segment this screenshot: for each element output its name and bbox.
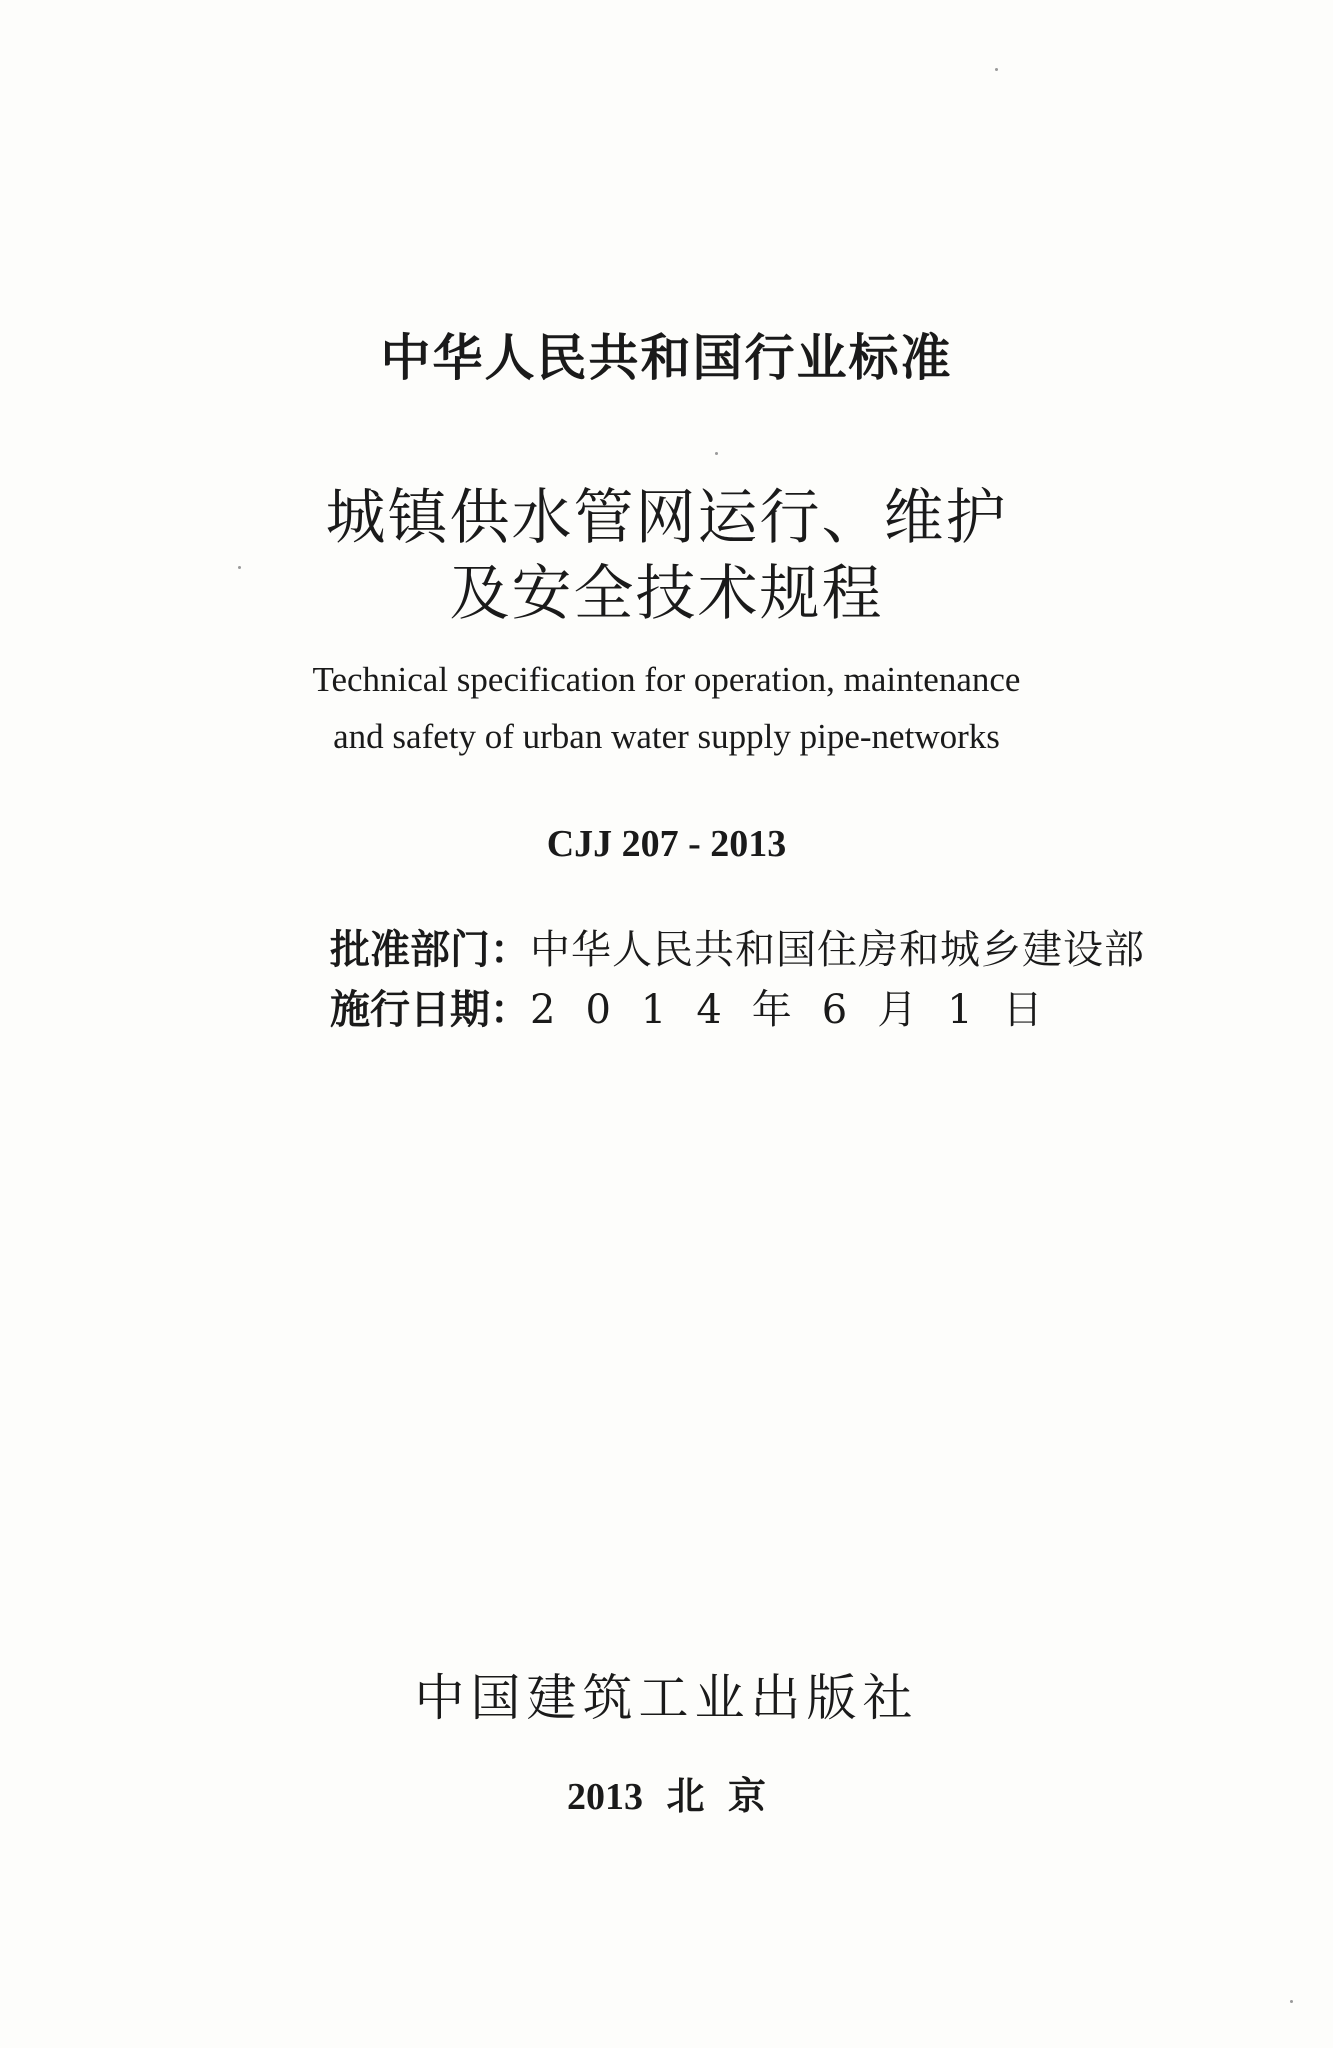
scan-speck	[1290, 2000, 1293, 2003]
title-line-2: 及安全技术规程	[449, 559, 884, 629]
approval-department-row	[330, 918, 1145, 975]
standard-code: CJJ 207 - 2013	[546, 823, 787, 865]
effective-date-row	[330, 978, 1130, 1035]
effective-date-value: 2014年6月1日	[530, 987, 1073, 1033]
scan-speck	[995, 68, 998, 71]
imprint-year-city: 2013 北 京	[566, 1776, 766, 1818]
title-line-1: 城镇供水管网运行、维护	[325, 483, 1008, 553]
standard-category: 中华人民共和国行业标准	[380, 328, 953, 387]
scan-speck	[238, 566, 241, 569]
effective-date-label: 施行日期：	[330, 986, 530, 1033]
english-title-line-1: Technical specification for operation, maintenance	[312, 660, 1021, 699]
english-title-line-2: and safety of urban water supply pipe-networks	[333, 717, 1000, 756]
scan-speck	[715, 452, 718, 455]
publisher-name: 中国建筑工业出版社	[414, 1669, 919, 1727]
approval-department-label: 批准部门：	[330, 926, 530, 973]
approval-department-value: 中华人民共和国住房和城乡建设部	[530, 927, 1145, 973]
